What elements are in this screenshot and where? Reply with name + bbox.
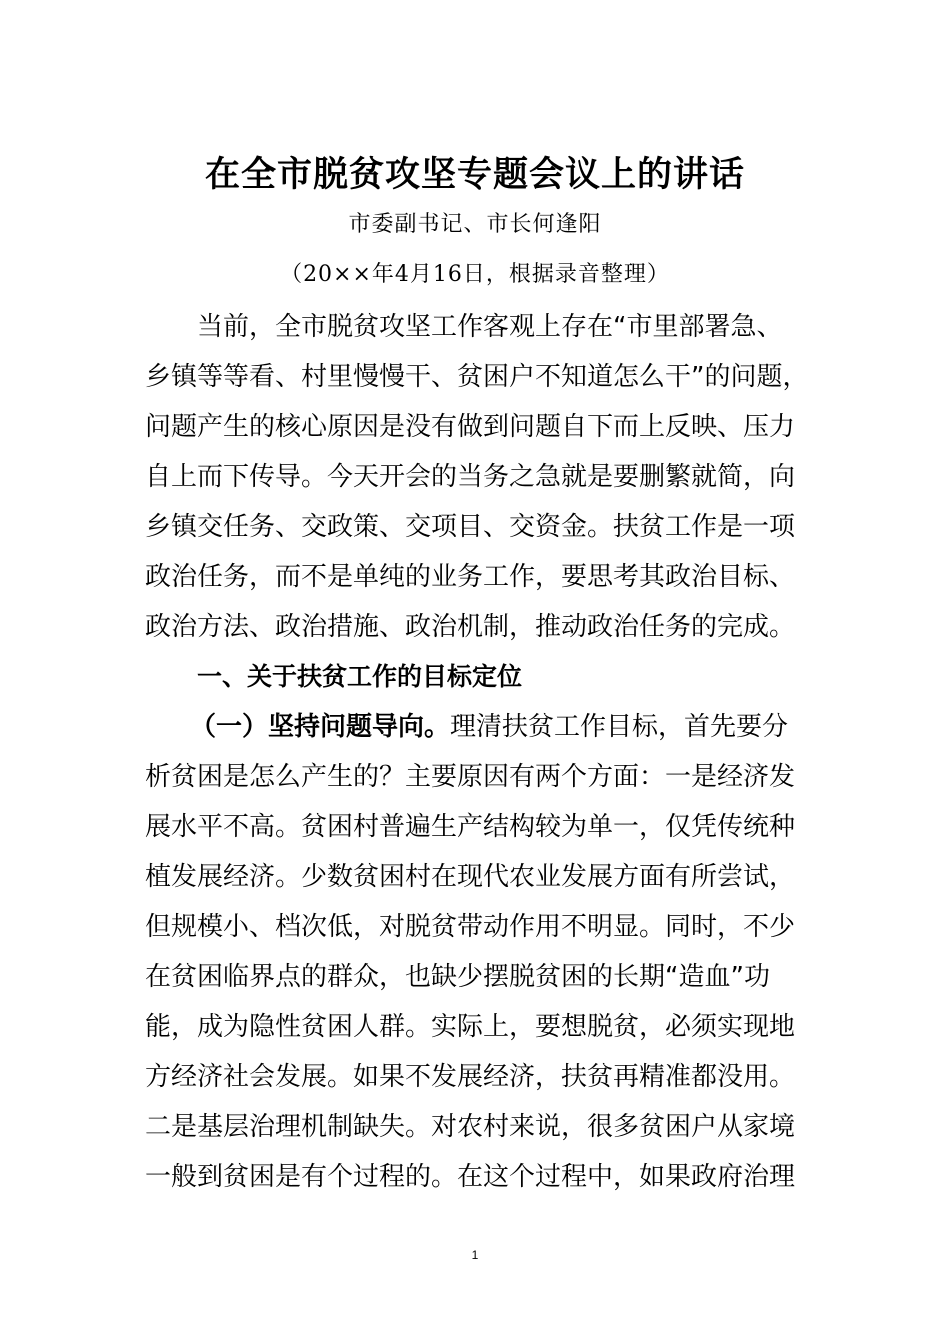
paragraph-line: 能，成为隐性贫困人群。实际上，要想脱贫，必须实现地 [145, 1012, 796, 1042]
paragraph-line: 方经济社会发展。如果不发展经济，扶贫再精准都没用。 [145, 1062, 796, 1092]
subsection-first-line-text: 理清扶贫工作目标，首先要分 [450, 712, 789, 742]
paragraph-line: 二是基层治理机制缺失。对农村来说，很多贫困户从家境 [145, 1112, 796, 1142]
paragraph-line: 乡镇交任务、交政策、交项目、交资金。扶贫工作是一项 [145, 512, 796, 542]
paragraph-line: 一般到贫困是有个过程的。在这个过程中，如果政府治理 [145, 1162, 796, 1192]
date-note: （20××年4月16日，根据录音整理） [280, 262, 670, 287]
paragraph-line [190, 707, 850, 747]
section-heading: 一、关于扶贫工作的目标定位 [197, 662, 523, 691]
paragraph-line: 乡镇等等看、村里慢慢干、贫困户不知道怎么干”的问题， [145, 362, 809, 392]
paragraph-line: 问题产生的核心原因是没有做到问题自下而上反映、压力 [145, 412, 796, 442]
paragraph-line: 植发展经济。少数贫困村在现代农业发展方面有所尝试， [145, 862, 796, 892]
paragraph-line: 政治方法、政治措施、政治机制，推动政治任务的完成。 [145, 612, 796, 642]
paragraph-line: 但规模小、档次低，对脱贫带动作用不明显。同时，不少 [145, 912, 796, 942]
subsection-lead: （一）坚持问题导向。 [190, 712, 451, 742]
paragraph-line: 在贫困临界点的群众，也缺少摆脱贫困的长期“造血”功 [145, 962, 770, 992]
paragraph-line: 析贫困是怎么产生的？主要原因有两个方面：一是经济发 [145, 762, 796, 792]
document-title: 在全市脱贫攻坚专题会议上的讲话 [204, 155, 745, 195]
paragraph-line: 展水平不高。贫困村普遍生产结构较为单一，仅凭传统种 [145, 812, 796, 842]
paragraph-line: 自上而下传导。今天开会的当务之急就是要删繁就简，向 [145, 462, 796, 492]
paragraph-line: 当前，全市脱贫攻坚工作客观上存在“市里部署急、 [197, 312, 783, 342]
page-number: 1 [471, 1248, 479, 1262]
paragraph-line: 政治任务，而不是单纯的业务工作，要思考其政治目标、 [145, 562, 796, 592]
speaker-line: 市委副书记、市长何逢阳 [348, 212, 602, 237]
